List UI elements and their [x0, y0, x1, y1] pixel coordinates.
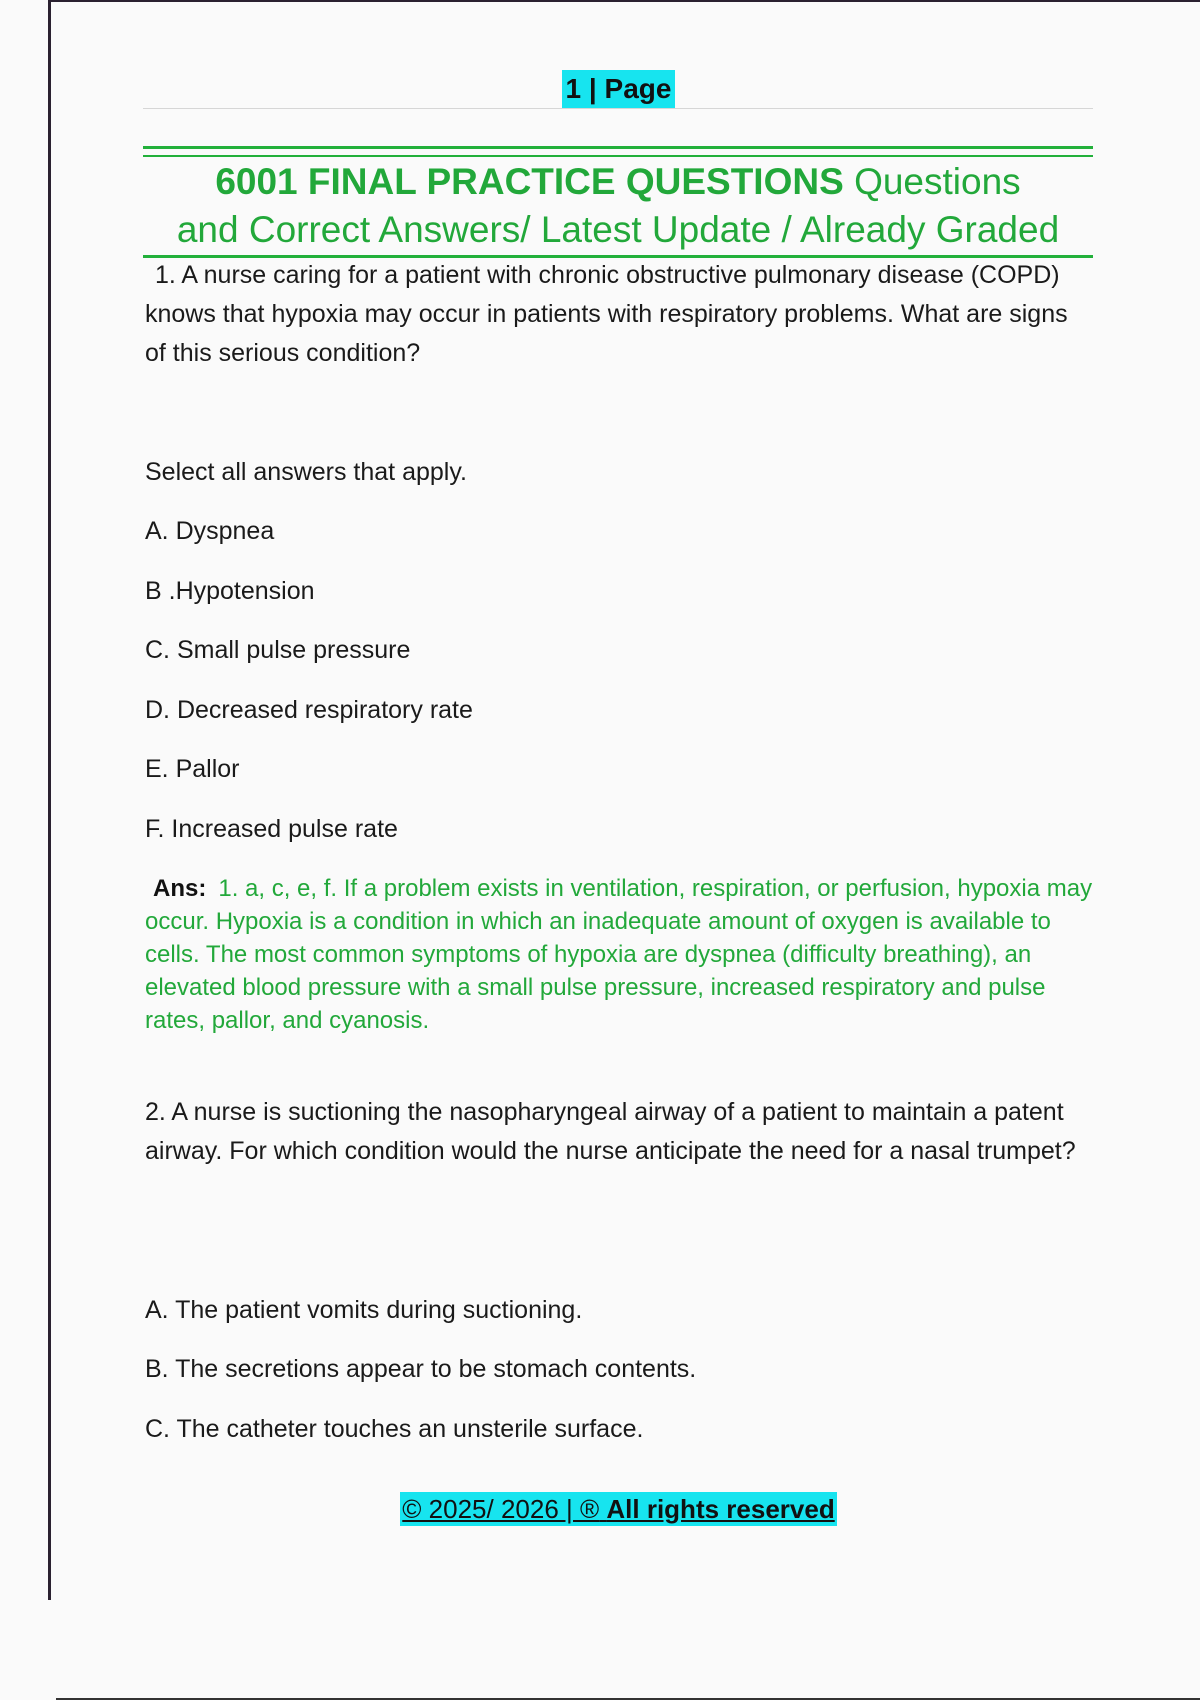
- title-rest: Questions: [854, 161, 1021, 202]
- question-1-option-c: C. Small pulse pressure: [145, 636, 411, 664]
- document-title: [143, 158, 1093, 254]
- question-1-text: 1. A nurse caring for a patient with chronic obstructive pulmonary disease (COPD) knows that hypoxia may occur in patients with respiratory problems. What are signs of this serious condition?: [145, 261, 1068, 367]
- question-1-option-e: E. Pallor: [145, 755, 240, 783]
- question-2: [145, 1093, 1095, 1171]
- copyright-years: © 2025/ 2026 | ®: [402, 1494, 600, 1524]
- question-1-instruction: Select all answers that apply.: [145, 458, 467, 486]
- header-divider: [143, 108, 1093, 109]
- question-1-option-b: B .Hypotension: [145, 577, 315, 605]
- title-rule-top-thin: [143, 155, 1093, 157]
- copyright-rights: All rights reserved: [606, 1494, 835, 1524]
- question-2-text: 2. A nurse is suctioning the nasopharyngeal airway of a patient to maintain a patent airway. For which condition would the nurse anticipate the need for a nasal trumpet?: [145, 1098, 1076, 1165]
- question-1: [145, 256, 1095, 373]
- copyright-notice: [400, 1492, 836, 1526]
- title-rule-top: [143, 146, 1093, 149]
- question-1-answer: [145, 872, 1095, 1037]
- answer-label: Ans:: [153, 875, 207, 902]
- title-line-2: and Correct Answers/ Latest Update / Already Graded: [176, 209, 1060, 250]
- page-top-border: [50, 0, 1200, 2]
- question-1-option-d: D. Decreased respiratory rate: [145, 696, 473, 724]
- question-1-option-a: A. Dyspnea: [145, 517, 275, 545]
- page-header: [0, 70, 1200, 108]
- question-2-option-c: C. The catheter touches an unsterile surface.: [145, 1415, 644, 1443]
- question-1-option-f: F. Increased pulse rate: [145, 815, 398, 843]
- page-left-border: [48, 0, 51, 1600]
- page-number-label: 1 | Page: [562, 70, 676, 108]
- question-2-option-a: A. The patient vomits during suctioning.: [145, 1296, 583, 1324]
- page-footer: [0, 1492, 1200, 1526]
- title-bold: 6001 FINAL PRACTICE QUESTIONS: [215, 161, 844, 202]
- answer-explanation: 1. a, c, e, f. If a problem exists in ventilation, respiration, or perfusion, hypoxia may occur. Hypoxia is a condition in which an inadequate amount of oxygen is available to cells. The most common symptoms of hypoxia are dyspnea (difficulty breathing), an elevated blood pressure with a small pulse pressure, increased respiratory and pulse rates, pallor, and cyanosis.: [145, 875, 1093, 1034]
- question-2-option-b: B. The secretions appear to be stomach contents.: [145, 1355, 697, 1383]
